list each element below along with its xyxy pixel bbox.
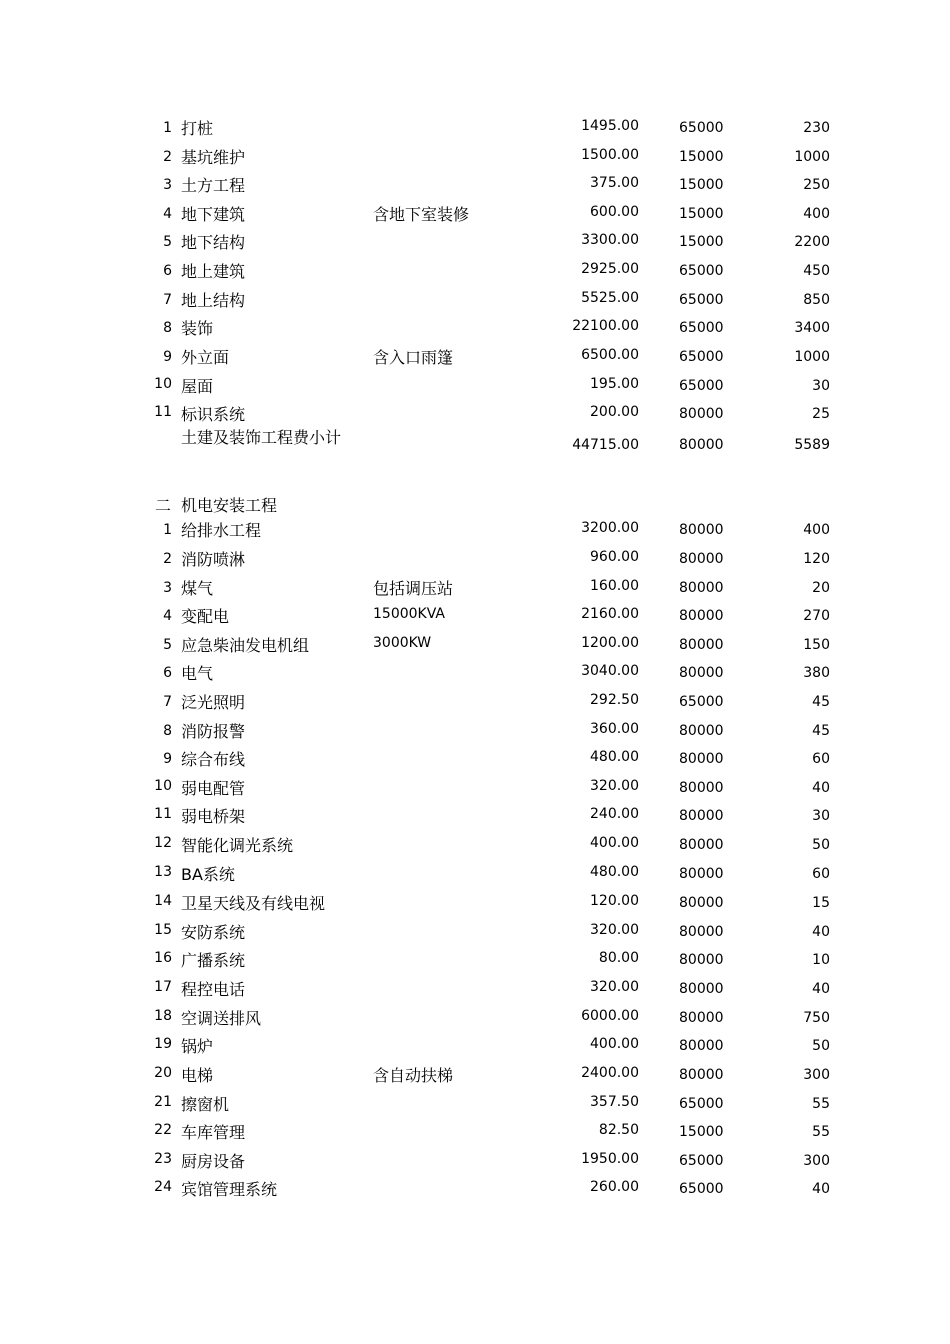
section-heading xyxy=(0,493,950,517)
table-row xyxy=(0,518,950,544)
row-number: 17 xyxy=(154,979,172,995)
item-cost: 360.00 xyxy=(590,721,639,737)
row-number: 20 xyxy=(154,1065,172,1081)
table-row xyxy=(0,1120,950,1146)
row-number: 3 xyxy=(163,177,172,193)
row-number: 7 xyxy=(163,292,172,308)
item-cost: 240.00 xyxy=(590,806,639,822)
item-quantity: 20 xyxy=(812,580,830,596)
row-number: 9 xyxy=(163,751,172,767)
row-number: 8 xyxy=(163,723,172,739)
item-unit-price: 65000 xyxy=(679,694,724,710)
row-number: 19 xyxy=(154,1036,172,1052)
item-quantity: 40 xyxy=(812,1181,830,1197)
row-number: 4 xyxy=(163,608,172,624)
item-name: 变配电 xyxy=(181,607,230,626)
item-unit-price: 80000 xyxy=(679,952,724,968)
item-name: 程控电话 xyxy=(181,980,246,999)
item-cost: 80.00 xyxy=(598,950,639,966)
item-unit-price: 80000 xyxy=(679,665,724,681)
item-quantity: 60 xyxy=(812,751,830,767)
item-unit-price: 65000 xyxy=(679,378,724,394)
item-unit-price: 80000 xyxy=(679,981,724,997)
item-quantity: 40 xyxy=(812,981,830,997)
row-number: 15 xyxy=(154,922,172,938)
item-name: 擦窗机 xyxy=(181,1095,230,1114)
item-cost: 480.00 xyxy=(590,749,639,765)
row-number: 6 xyxy=(163,263,172,279)
item-cost: 200.00 xyxy=(590,404,639,420)
row-number: 8 xyxy=(163,320,172,336)
item-name: 基坑维护 xyxy=(181,148,246,167)
item-name: 地上建筑 xyxy=(181,262,246,281)
row-number: 16 xyxy=(154,950,172,966)
item-quantity: 3400 xyxy=(794,320,830,336)
table-row xyxy=(0,345,950,371)
item-unit-price: 80000 xyxy=(679,637,724,653)
section-number: 二 xyxy=(155,496,172,515)
item-name: 广播系统 xyxy=(181,951,246,970)
item-cost: 2925.00 xyxy=(581,261,639,277)
table-row xyxy=(0,833,950,859)
item-unit-price: 15000 xyxy=(679,234,724,250)
item-unit-price: 80000 xyxy=(679,608,724,624)
item-unit-price: 15000 xyxy=(679,1124,724,1140)
table-row xyxy=(0,920,950,946)
item-cost: 3200.00 xyxy=(581,520,639,536)
item-note: 含入口雨篷 xyxy=(373,348,454,367)
row-number: 24 xyxy=(154,1179,172,1195)
item-cost: 400.00 xyxy=(590,835,639,851)
row-number: 14 xyxy=(154,893,172,909)
item-quantity: 230 xyxy=(803,120,830,136)
item-cost: 292.50 xyxy=(590,692,639,708)
item-cost: 120.00 xyxy=(590,893,639,909)
item-quantity: 850 xyxy=(803,292,830,308)
item-unit-price: 80000 xyxy=(679,551,724,567)
item-cost: 6500.00 xyxy=(581,347,639,363)
row-number: 5 xyxy=(163,234,172,250)
item-name: 给排水工程 xyxy=(181,521,262,540)
item-quantity: 55 xyxy=(812,1124,830,1140)
table-row xyxy=(0,1063,950,1089)
row-number: 12 xyxy=(154,835,172,851)
table-row xyxy=(0,633,950,659)
table-row xyxy=(0,891,950,917)
item-unit-price: 80000 xyxy=(679,808,724,824)
item-note: 3000KW xyxy=(373,635,432,651)
item-quantity: 45 xyxy=(812,694,830,710)
item-name: 宾馆管理系统 xyxy=(181,1180,278,1199)
item-cost: 2400.00 xyxy=(581,1065,639,1081)
table-row xyxy=(0,604,950,630)
row-number: 13 xyxy=(154,864,172,880)
table-row xyxy=(0,547,950,573)
row-number: 23 xyxy=(154,1151,172,1167)
item-quantity: 30 xyxy=(812,808,830,824)
item-name: 地下建筑 xyxy=(181,205,246,224)
item-unit-price: 15000 xyxy=(679,149,724,165)
item-cost: 22100.00 xyxy=(572,318,639,334)
table-row xyxy=(0,862,950,888)
item-cost: 1200.00 xyxy=(581,635,639,651)
item-name: 厨房设备 xyxy=(181,1152,246,1171)
item-cost: 3300.00 xyxy=(581,232,639,248)
item-name: 土方工程 xyxy=(181,176,246,195)
item-unit-price: 80000 xyxy=(679,522,724,538)
item-quantity: 40 xyxy=(812,924,830,940)
item-unit-price: 80000 xyxy=(679,723,724,739)
row-number: 11 xyxy=(154,806,172,822)
item-quantity: 450 xyxy=(803,263,830,279)
item-note: 含地下室装修 xyxy=(373,205,470,224)
item-unit-price: 65000 xyxy=(679,349,724,365)
item-name: 电气 xyxy=(181,664,214,683)
item-cost: 160.00 xyxy=(590,578,639,594)
item-unit-price: 65000 xyxy=(679,120,724,136)
item-unit-price: 15000 xyxy=(679,177,724,193)
table-row xyxy=(0,402,950,428)
item-cost: 357.50 xyxy=(590,1094,639,1110)
item-name: 车库管理 xyxy=(181,1123,246,1142)
row-number: 1 xyxy=(163,522,172,538)
table-row xyxy=(0,202,950,228)
table-row xyxy=(0,1177,950,1203)
row-number: 11 xyxy=(154,404,172,420)
table-row xyxy=(0,145,950,171)
item-quantity: 2200 xyxy=(794,234,830,250)
table-row xyxy=(0,1034,950,1060)
item-cost: 1500.00 xyxy=(581,147,639,163)
item-quantity: 1000 xyxy=(794,349,830,365)
item-name: 地下结构 xyxy=(181,233,246,252)
item-name: 标识系统 xyxy=(181,405,246,424)
item-unit-price: 80000 xyxy=(679,895,724,911)
item-quantity: 380 xyxy=(803,665,830,681)
table-row xyxy=(0,259,950,285)
table-row xyxy=(0,747,950,773)
table-row xyxy=(0,1149,950,1175)
item-quantity: 50 xyxy=(812,837,830,853)
item-unit-price: 65000 xyxy=(679,1096,724,1112)
item-name: 消防喷淋 xyxy=(181,550,246,569)
item-unit-price: 80000 xyxy=(679,924,724,940)
item-cost: 82.50 xyxy=(598,1122,639,1138)
table-row xyxy=(0,230,950,256)
subtotal-row xyxy=(0,428,950,457)
item-name: 外立面 xyxy=(181,348,230,367)
item-unit-price: 80000 xyxy=(679,837,724,853)
item-quantity: 270 xyxy=(803,608,830,624)
item-quantity: 1000 xyxy=(794,149,830,165)
item-name: 弱电桥架 xyxy=(181,807,246,826)
item-cost: 2160.00 xyxy=(581,606,639,622)
row-number: 9 xyxy=(163,349,172,365)
table-row xyxy=(0,948,950,974)
subtotal-label: 土建及装饰工程费小计 xyxy=(181,428,342,447)
item-cost: 480.00 xyxy=(590,864,639,880)
item-quantity: 45 xyxy=(812,723,830,739)
table-row xyxy=(0,374,950,400)
item-unit-price: 80000 xyxy=(679,1038,724,1054)
item-quantity: 40 xyxy=(812,780,830,796)
item-cost: 3040.00 xyxy=(581,663,639,679)
subtotal-unit-price: 80000 xyxy=(679,437,724,453)
table-row xyxy=(0,661,950,687)
item-cost: 320.00 xyxy=(590,922,639,938)
row-number: 10 xyxy=(154,376,172,392)
item-unit-price: 80000 xyxy=(679,580,724,596)
item-unit-price: 80000 xyxy=(679,406,724,422)
item-name: 消防报警 xyxy=(181,722,246,741)
row-number: 22 xyxy=(154,1122,172,1138)
item-cost: 1950.00 xyxy=(581,1151,639,1167)
item-name: 卫星天线及有线电视 xyxy=(181,894,326,913)
item-unit-price: 80000 xyxy=(679,1067,724,1083)
item-unit-price: 80000 xyxy=(679,780,724,796)
item-cost: 400.00 xyxy=(590,1036,639,1052)
item-name: 屋面 xyxy=(181,377,214,396)
row-number: 10 xyxy=(154,778,172,794)
table-row xyxy=(0,977,950,1003)
item-quantity: 50 xyxy=(812,1038,830,1054)
item-unit-price: 15000 xyxy=(679,206,724,222)
item-quantity: 750 xyxy=(803,1010,830,1026)
item-cost: 960.00 xyxy=(590,549,639,565)
item-unit-price: 80000 xyxy=(679,751,724,767)
row-number: 7 xyxy=(163,694,172,710)
item-quantity: 120 xyxy=(803,551,830,567)
table-row xyxy=(0,316,950,342)
item-unit-price: 65000 xyxy=(679,263,724,279)
item-quantity: 150 xyxy=(803,637,830,653)
item-cost: 195.00 xyxy=(590,376,639,392)
item-note: 含自动扶梯 xyxy=(373,1066,454,1085)
item-quantity: 15 xyxy=(812,895,830,911)
item-name: 弱电配管 xyxy=(181,779,246,798)
item-unit-price: 65000 xyxy=(679,292,724,308)
table-row xyxy=(0,116,950,142)
row-number: 18 xyxy=(154,1008,172,1024)
item-name: 装饰 xyxy=(181,319,214,338)
item-name: 空调送排风 xyxy=(181,1009,262,1028)
row-number: 3 xyxy=(163,580,172,596)
item-name: 安防系统 xyxy=(181,923,246,942)
subtotal-cost: 44715.00 xyxy=(572,437,639,453)
item-name: 煤气 xyxy=(181,579,214,598)
table-row xyxy=(0,690,950,716)
row-number: 2 xyxy=(163,551,172,567)
item-name: 锅炉 xyxy=(181,1037,214,1056)
table-row xyxy=(0,719,950,745)
item-cost: 1495.00 xyxy=(581,118,639,134)
item-quantity: 300 xyxy=(803,1067,830,1083)
table-row xyxy=(0,173,950,199)
item-unit-price: 80000 xyxy=(679,866,724,882)
item-name: 泛光照明 xyxy=(181,693,246,712)
item-cost: 6000.00 xyxy=(581,1008,639,1024)
item-name: 智能化调光系统 xyxy=(181,836,294,855)
item-name: 综合布线 xyxy=(181,750,246,769)
item-cost: 320.00 xyxy=(590,778,639,794)
table-row xyxy=(0,804,950,830)
table-row xyxy=(0,1092,950,1118)
row-number: 2 xyxy=(163,149,172,165)
item-cost: 375.00 xyxy=(590,175,639,191)
subtotal-quantity: 5589 xyxy=(794,437,830,453)
item-cost: 320.00 xyxy=(590,979,639,995)
item-quantity: 250 xyxy=(803,177,830,193)
row-number: 6 xyxy=(163,665,172,681)
item-unit-price: 65000 xyxy=(679,1181,724,1197)
table-row xyxy=(0,288,950,314)
table-row xyxy=(0,1006,950,1032)
section-title: 机电安装工程 xyxy=(181,496,278,515)
item-unit-price: 80000 xyxy=(679,1010,724,1026)
item-name: 地上结构 xyxy=(181,291,246,310)
item-name: 打桩 xyxy=(181,119,214,138)
item-name: 电梯 xyxy=(181,1066,214,1085)
item-cost: 5525.00 xyxy=(581,290,639,306)
row-number: 21 xyxy=(154,1094,172,1110)
row-number: 4 xyxy=(163,206,172,222)
item-quantity: 300 xyxy=(803,1153,830,1169)
item-cost: 600.00 xyxy=(590,204,639,220)
item-quantity: 25 xyxy=(812,406,830,422)
item-quantity: 400 xyxy=(803,522,830,538)
item-quantity: 60 xyxy=(812,866,830,882)
item-unit-price: 65000 xyxy=(679,1153,724,1169)
item-cost: 260.00 xyxy=(590,1179,639,1195)
item-unit-price: 65000 xyxy=(679,320,724,336)
item-note: 包括调压站 xyxy=(373,579,454,598)
table-row xyxy=(0,576,950,602)
item-name: BA系统 xyxy=(181,865,235,884)
item-quantity: 55 xyxy=(812,1096,830,1112)
item-note: 15000KVA xyxy=(373,606,445,622)
row-number: 1 xyxy=(163,120,172,136)
item-name: 应急柴油发电机组 xyxy=(181,636,310,655)
table-row xyxy=(0,776,950,802)
item-quantity: 10 xyxy=(812,952,830,968)
item-quantity: 30 xyxy=(812,378,830,394)
row-number: 5 xyxy=(163,637,172,653)
item-quantity: 400 xyxy=(803,206,830,222)
